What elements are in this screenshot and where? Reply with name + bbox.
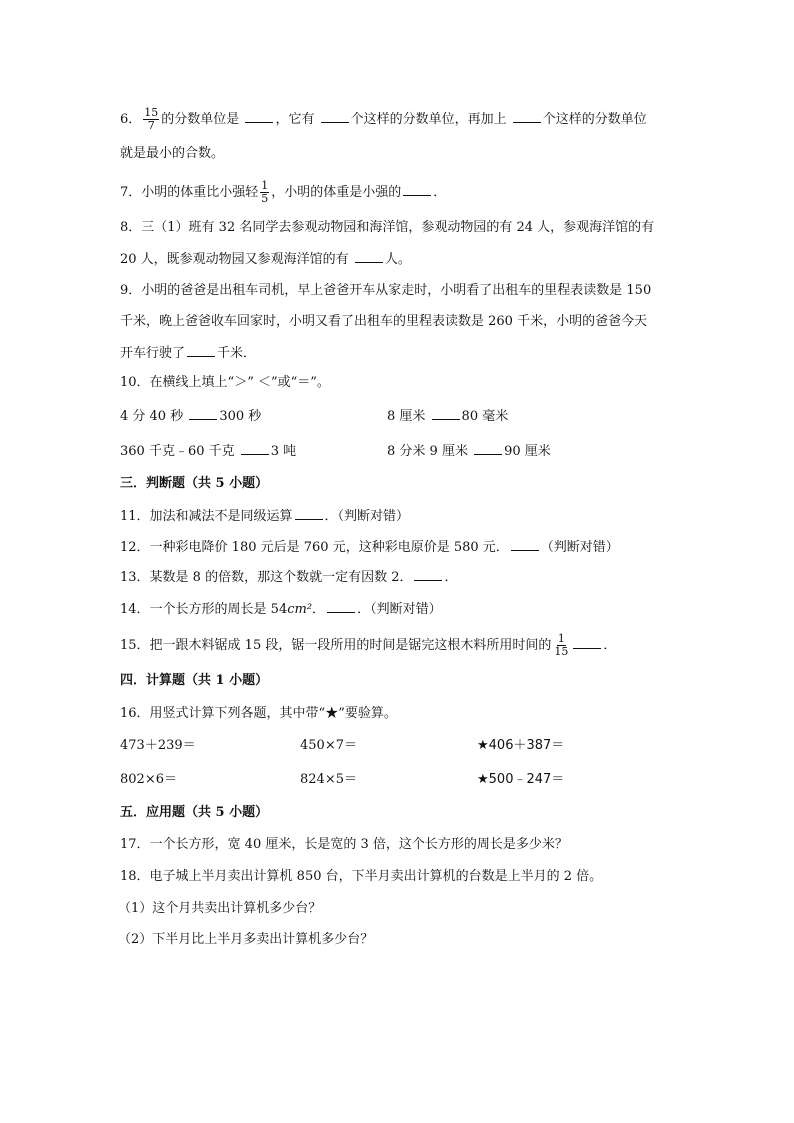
section-5-heading: 五．应用题（共 5 小题） bbox=[120, 805, 269, 820]
question-14: 14．一个长方形的周长是 54cm²． ．（判断对错） bbox=[120, 602, 442, 617]
compare-item: 360 千克﹣60 千克 3 吨 bbox=[120, 444, 297, 459]
answer-blank[interactable] bbox=[414, 568, 442, 581]
fraction-1-15: $\frac{1}{15}$ bbox=[554, 632, 569, 658]
question-9-line3: 开车行驶了 千米． bbox=[120, 346, 257, 361]
compare-item: 8 分米 9 厘米 90 厘米 bbox=[387, 444, 551, 459]
question-11: 11．加法和减法不是同级运算 ．（判断对错） bbox=[120, 509, 410, 524]
calc-item: 824×5＝ bbox=[300, 772, 357, 787]
question-6-line2: 就是最小的合数。 bbox=[120, 146, 225, 161]
fraction-1-5: $\frac{1}{5}$ bbox=[261, 179, 269, 205]
question-18-sub2: （2）下半月比上半月多卖出计算机多少台？ bbox=[118, 932, 374, 947]
answer-blank[interactable] bbox=[513, 110, 541, 123]
question-7: 7．小明的体重比小强轻 $\frac{1}{5}$ ，小明的体重是小强的 ． bbox=[120, 179, 447, 205]
question-8-line1: 8．三（1）班有 32 名同学去参观动物园和海洋馆，参观动物园的有 24 人，参观海洋馆的有 bbox=[120, 220, 655, 235]
answer-blank[interactable] bbox=[189, 407, 217, 420]
answer-blank[interactable] bbox=[241, 442, 269, 455]
question-12: 12．一种彩电降价 180 元后是 760 元，这种彩电原价是 580 元． （判断对错） bbox=[120, 540, 619, 555]
answer-blank[interactable] bbox=[432, 407, 460, 420]
calc-item: 473＋239＝ bbox=[120, 738, 196, 753]
question-10: 10．在横线上填上“＞” ＜”或“＝”。 bbox=[120, 375, 330, 390]
answer-blank[interactable] bbox=[327, 600, 355, 613]
question-16: 16．用竖式计算下列各题，其中带“★”要验算。 bbox=[120, 706, 397, 721]
answer-blank[interactable] bbox=[355, 250, 383, 263]
answer-blank[interactable] bbox=[295, 507, 323, 520]
question-17: 17．一个长方形，宽 40 厘米，长是宽的 3 倍，这个长方形的周长是多少米？ bbox=[120, 837, 568, 852]
section-3-heading: 三．判断题（共 5 小题） bbox=[120, 476, 269, 491]
answer-blank[interactable] bbox=[474, 442, 502, 455]
answer-blank[interactable] bbox=[321, 110, 349, 123]
question-8-line2: 20 人，既参观动物园又参观海洋馆的有 人。 bbox=[120, 252, 411, 267]
compare-item: 8 厘米 80 毫米 bbox=[387, 409, 509, 424]
calc-item-verify: ★500﹣247＝ bbox=[477, 772, 565, 787]
question-9-line1: 9．小明的爸爸是出租车司机，早上爸爸开车从家走时，小明看了出租车的里程表读数是 150 bbox=[120, 283, 652, 298]
answer-blank[interactable] bbox=[245, 110, 273, 123]
question-13: 13．某数是 8 的倍数，那这个数就一定有因数 2． ． bbox=[120, 570, 458, 585]
compare-item: 4 分 40 秒 300 秒 bbox=[120, 409, 262, 424]
section-4-heading: 四．计算题（共 1 小题） bbox=[120, 673, 269, 688]
calc-item: 450×7＝ bbox=[300, 738, 357, 753]
answer-blank[interactable] bbox=[511, 538, 539, 551]
question-9-line2: 千米，晚上爸爸收车回家时，小明又看了出租车的里程表读数是 260 千米，小明的爸爸今天 bbox=[120, 314, 648, 329]
answer-blank[interactable] bbox=[573, 636, 601, 649]
fraction-15-7: $\frac{15}{7}$ bbox=[144, 106, 159, 132]
answer-blank[interactable] bbox=[187, 344, 215, 357]
question-18: 18．电子城上半月卖出计算机 850 台，下半月卖出计算机的台数是上半月的 2 倍。 bbox=[120, 869, 603, 884]
answer-blank[interactable] bbox=[403, 183, 431, 196]
question-18-sub1: （1）这个月共卖出计算机多少台？ bbox=[118, 901, 322, 916]
question-15: 15．把一跟木料锯成 15 段，锯一段所用的时间是锯完这根木料所用时间的 $\frac{1}{15}$ ． bbox=[120, 632, 617, 658]
calc-item: 802×6＝ bbox=[120, 772, 177, 787]
calc-item-verify: ★406＋387＝ bbox=[477, 738, 565, 753]
question-6: 6． $\frac{15}{7}$ 的分数单位是 ，它有 个这样的分数单位，再加上 个这样的分数单位 bbox=[120, 106, 647, 132]
